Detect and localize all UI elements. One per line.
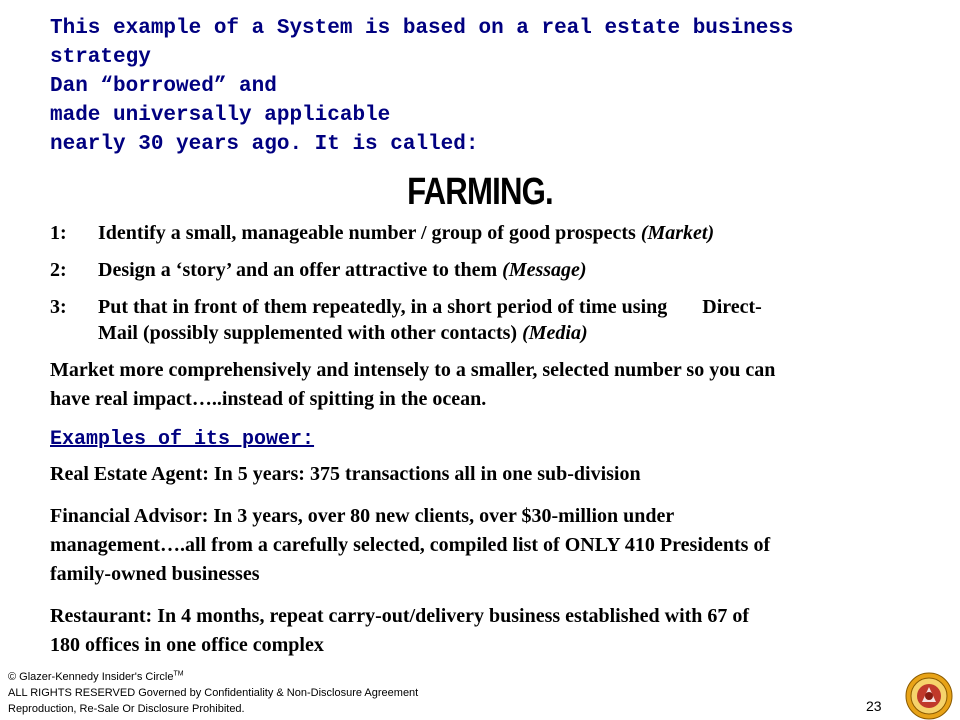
step-tag: (Market) xyxy=(640,222,715,244)
slide-title: FARMING. xyxy=(407,171,553,213)
step-description: Mail (possibly supplemented with other contacts) xyxy=(98,322,518,344)
step-tag: (Message) xyxy=(502,259,587,281)
step-item xyxy=(50,294,930,346)
market-line-1: Market more comprehensively and intensely to a smaller, selected number so you can xyxy=(50,359,776,381)
example-restaurant xyxy=(50,602,930,660)
example-real-estate: Real Estate Agent: In 5 years: 375 transactions all in one sub-division xyxy=(50,463,641,485)
seal-logo-icon xyxy=(905,672,953,720)
intro-text xyxy=(50,14,930,159)
intro-line-3: Dan “borrowed” and xyxy=(50,75,277,98)
step-description: Identify a small, manageable number / group of good prospects xyxy=(98,222,636,244)
step-description: Design a ‘story’ and an offer attractive to them xyxy=(98,259,498,281)
step-description-line-2 xyxy=(98,320,930,346)
step-text xyxy=(98,257,930,283)
step-text xyxy=(98,294,930,346)
step-description-line-1: Put that in front of them repeatedly, in a short period of time using Direct- xyxy=(98,296,762,318)
restaurant-line-1: Restaurant: In 4 months, repeat carry-out/delivery business established with 67 of xyxy=(50,605,750,627)
footer-line-1 xyxy=(8,669,418,685)
step-tag: (Media) xyxy=(522,322,588,344)
market-paragraph xyxy=(50,356,930,414)
financial-line-1: Financial Advisor: In 3 years, over 80 new clients, over $30-million under xyxy=(50,505,675,527)
intro-line-4: made universally applicable xyxy=(50,104,391,127)
financial-line-2: management….all from a carefully selected, compiled list of ONLY 410 Presidents of xyxy=(50,534,771,556)
intro-line-5: nearly 30 years ago. It is called: xyxy=(50,133,479,156)
intro-line-1: This example of a System is based on a real estate business xyxy=(50,17,794,40)
step-item xyxy=(50,220,930,246)
market-line-2: have real impact…..instead of spitting in the ocean. xyxy=(50,388,487,410)
examples-heading: Examples of its power: xyxy=(50,428,315,451)
intro-line-2: strategy xyxy=(50,46,151,69)
steps-list xyxy=(50,220,930,357)
step-number: 1: xyxy=(50,222,67,244)
footer-line-2: ALL RIGHTS RESERVED Governed by Confidentiality & Non-Disclosure Agreement xyxy=(8,687,419,699)
page-number: 23 xyxy=(866,698,882,714)
copyright-text: © Glazer-Kennedy Insider's Circle xyxy=(8,671,174,683)
footer-line-3: Reproduction, Re-Sale Or Disclosure Prohibited. xyxy=(8,703,245,715)
step-text xyxy=(98,220,930,246)
step-number: 3: xyxy=(50,296,67,318)
restaurant-line-2: 180 offices in one office complex xyxy=(50,634,324,656)
financial-line-3: family-owned businesses xyxy=(50,563,260,585)
step-item xyxy=(50,257,930,283)
trademark: TM xyxy=(173,670,184,678)
copyright-footer xyxy=(8,669,418,717)
example-financial xyxy=(50,502,930,589)
step-number: 2: xyxy=(50,259,67,281)
